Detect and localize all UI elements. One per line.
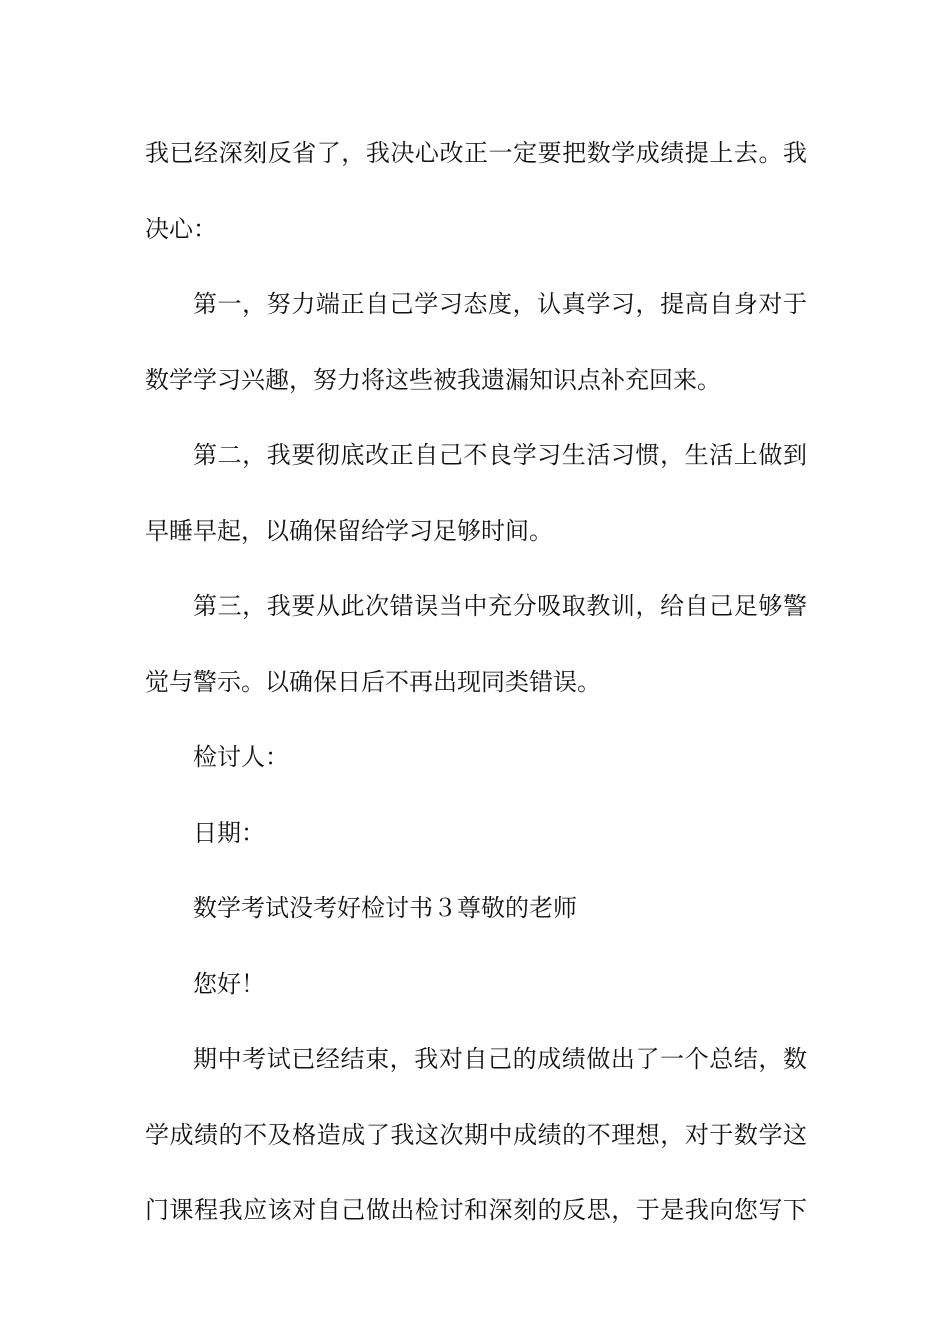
paragraph-line: 早睡早起，以确保留给学习足够时间。 (145, 516, 553, 545)
greeting: 您好！ (193, 969, 265, 998)
paragraph-line: 期中考试已经结束，我对自己的成绩做出了一个总结，数 (193, 1045, 807, 1073)
section-heading: 数学考试没考好检讨书３尊敬的老师 (193, 894, 577, 922)
paragraph-line: 决心： (145, 214, 217, 243)
paragraph-line: 数学学习兴趣，努力将这些被我遗漏知识点补充回来。 (145, 365, 721, 394)
paragraph-line: 第一，努力端正自己学习态度，认真学习，提高自身对于 (193, 290, 807, 318)
paragraph-line: 我已经深刻反省了，我决心改正一定要把数学成绩提上去。我 (145, 139, 807, 167)
paragraph-line: 门课程我应该对自己做出检讨和深刻的反思，于是我向您写下 (145, 1196, 807, 1224)
paragraph-line: 学成绩的不及格造成了我这次期中成绩的不理想，对于数学这 (145, 1120, 807, 1149)
paragraph-line: 第二，我要彻底改正自己不良学习生活习惯，生活上做到 (193, 441, 807, 469)
paragraph-line: 第三，我要从此次错误当中充分吸取教训，给自己足够警 (193, 592, 807, 620)
date-label: 日期： (193, 818, 265, 847)
document-body (145, 127, 807, 1260)
paragraph-line: 觉与警示。以确保日后不再出现同类错误。 (145, 667, 601, 696)
signer-label: 检讨人： (193, 743, 289, 771)
